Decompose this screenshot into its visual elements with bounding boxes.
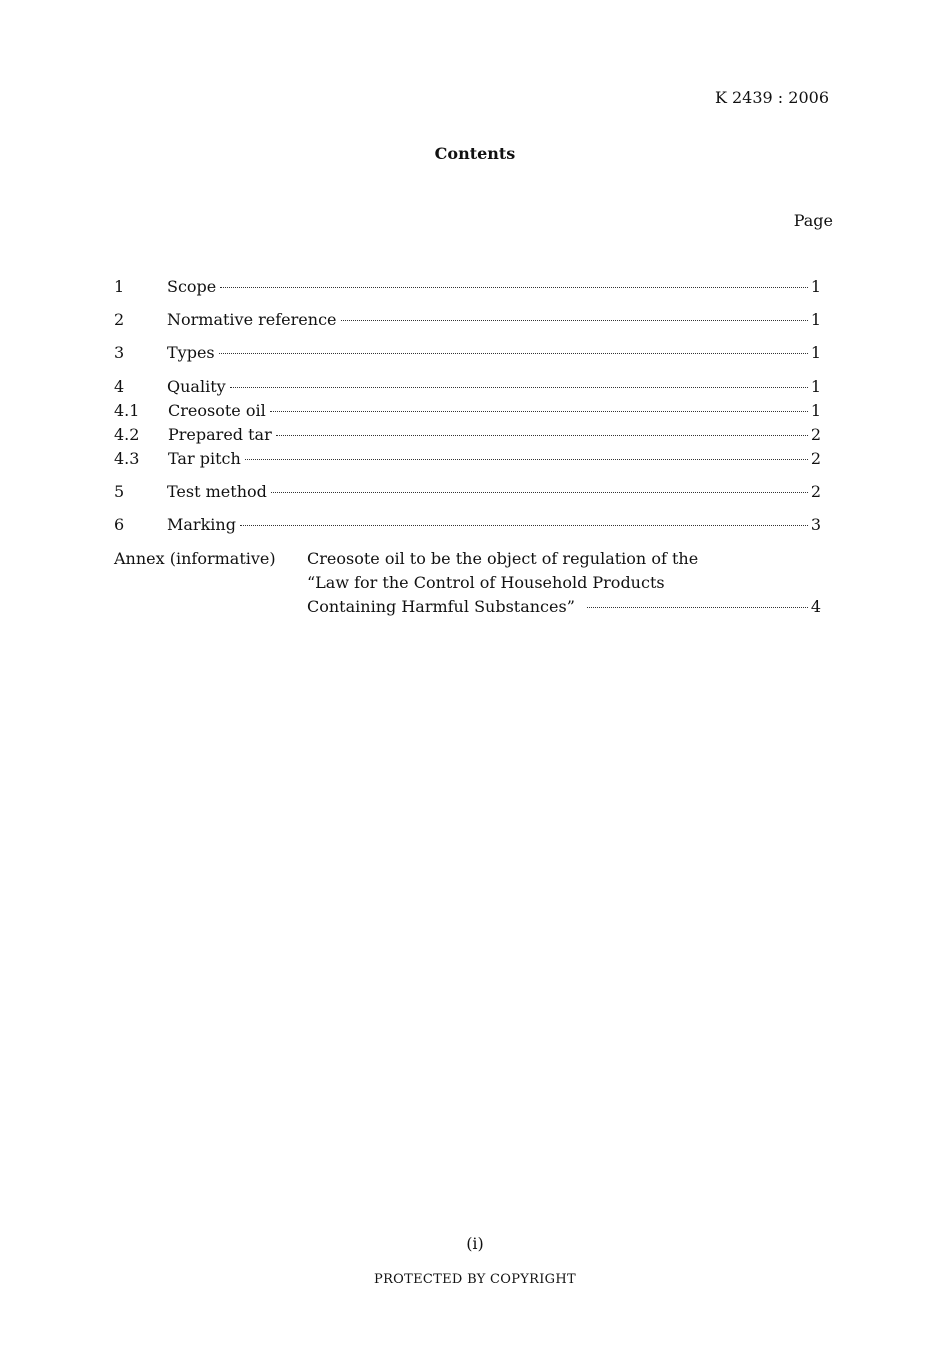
toc-label: Prepared tar — [168, 425, 272, 444]
annex-title-line-3: Containing Harmful Substances” — [307, 597, 575, 616]
toc-label: Normative reference — [167, 310, 337, 329]
toc-leader — [245, 459, 808, 460]
annex-label: Annex (informative) — [114, 549, 276, 568]
toc-label: Test method — [167, 482, 267, 501]
toc-label: Quality — [167, 377, 226, 396]
toc-number: 4.2 — [114, 425, 140, 444]
page-title: Contents — [434, 144, 516, 163]
copyright-notice: PROTECTED BY COPYRIGHT — [374, 1272, 576, 1287]
toc-leader — [341, 320, 808, 321]
toc-page-number: 1 — [810, 343, 821, 362]
toc-number: 3 — [114, 343, 125, 362]
annex-title-line-2: “Law for the Control of Household Products — [307, 573, 665, 592]
toc-label: Marking — [167, 515, 236, 534]
toc-page-number: 2 — [810, 425, 821, 444]
toc-leader — [230, 387, 808, 388]
toc-number: 4.3 — [114, 449, 140, 468]
toc-label: Tar pitch — [168, 449, 241, 468]
toc-page-number: 1 — [810, 401, 821, 420]
toc-number: 2 — [114, 310, 125, 329]
annex-title-line-1: Creosote oil to be the object of regulation of the — [307, 549, 699, 568]
toc-leader — [270, 411, 808, 412]
toc-page-number: 1 — [810, 377, 821, 396]
toc-number: 5 — [114, 482, 125, 501]
standard-code: K 2439 : 2006 — [714, 88, 829, 107]
toc-page-number: 4 — [810, 597, 821, 616]
toc-leader — [220, 287, 808, 288]
toc-label: Scope — [167, 277, 217, 296]
toc-leader — [276, 435, 808, 436]
toc-number: 1 — [114, 277, 125, 296]
toc-leader — [219, 353, 808, 354]
toc-leader — [271, 492, 808, 493]
toc-page-number: 1 — [810, 310, 821, 329]
page-folio: (i) — [466, 1234, 484, 1253]
page-column-label: Page — [793, 211, 833, 230]
toc-number: 4.1 — [114, 401, 140, 420]
toc-page-number: 2 — [810, 482, 821, 501]
toc-leader — [587, 607, 808, 608]
toc-page-number: 2 — [810, 449, 821, 468]
toc-label: Creosote oil — [168, 401, 266, 420]
toc-number: 4 — [114, 377, 125, 396]
toc-number: 6 — [114, 515, 125, 534]
toc-page-number: 3 — [810, 515, 821, 534]
toc-page-number: 1 — [810, 277, 821, 296]
toc-leader — [240, 525, 808, 526]
toc-label: Types — [167, 343, 215, 362]
